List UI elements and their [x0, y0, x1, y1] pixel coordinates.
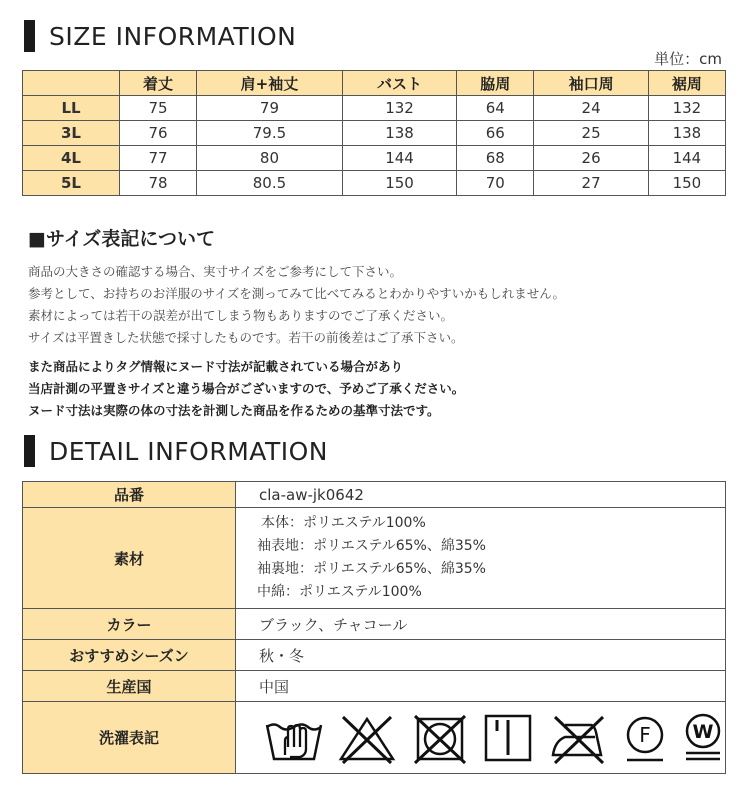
detail-row-material — [23, 508, 726, 609]
size-label: 4L — [23, 146, 120, 171]
size-notes-title: ■サイズ表記について — [28, 228, 216, 250]
material-line: 袖裏地：ポリエステル65%、綿35% — [257, 561, 486, 577]
col-header: 裾周 — [648, 71, 725, 96]
care-icons — [236, 702, 726, 774]
table-cell: 70 — [457, 171, 534, 196]
detail-row-color — [23, 609, 726, 640]
size-table-header — [23, 71, 726, 96]
no-tumble-dry-icon — [411, 711, 469, 765]
material-line: 本体：ポリエステル100% — [261, 515, 426, 531]
table-cell: 132 — [648, 96, 725, 121]
table-cell: 79 — [197, 96, 343, 121]
line-dry-icon — [483, 711, 533, 765]
care-letter-w: W — [692, 720, 714, 743]
table-cell: 79.5 — [197, 121, 343, 146]
size-table-corner — [23, 71, 120, 96]
table-row — [23, 146, 726, 171]
detail-table — [22, 481, 726, 774]
detail-label: 素材 — [23, 508, 236, 609]
table-cell: 68 — [457, 146, 534, 171]
note-bold-line: ヌード寸法は実際の体の寸法を計測した商品を作るための基準寸法です。 — [28, 403, 440, 418]
size-label: 5L — [23, 171, 120, 196]
size-info-heading — [24, 19, 296, 53]
detail-label: おすすめシーズン — [23, 640, 236, 671]
table-cell: 138 — [342, 121, 456, 146]
note-line: サイズは平置きした状態で採寸したものです。若干の前後差はご了承下さい。 — [28, 330, 464, 345]
table-cell: 150 — [648, 171, 725, 196]
color-value: ブラック、チャコール — [236, 609, 726, 640]
col-header: 着丈 — [120, 71, 197, 96]
material-line: 中綿：ポリエステル100% — [257, 584, 422, 600]
table-row — [23, 121, 726, 146]
heading-bar — [24, 435, 35, 467]
detail-row-product-no — [23, 482, 726, 508]
table-cell: 24 — [534, 96, 648, 121]
detail-info-title: DETAIL INFORMATION — [49, 436, 328, 466]
table-cell: 132 — [342, 96, 456, 121]
detail-label: 品番 — [23, 482, 236, 508]
origin-value: 中国 — [236, 671, 726, 702]
note-bold-line: 当店計測の平置きサイズと違う場合がございますので、予めご了承ください。 — [28, 381, 465, 396]
detail-label: カラー — [23, 609, 236, 640]
table-cell: 144 — [342, 146, 456, 171]
detail-row-origin — [23, 671, 726, 702]
size-info-title: SIZE INFORMATION — [49, 21, 297, 51]
table-cell: 138 — [648, 121, 725, 146]
col-header: バスト — [342, 71, 456, 96]
no-iron-icon — [547, 711, 609, 765]
table-cell: 27 — [534, 171, 648, 196]
table-row — [23, 171, 726, 196]
no-bleach-icon — [337, 711, 397, 765]
table-cell: 144 — [648, 146, 725, 171]
note-line: 参考として、お持ちのお洋服のサイズを測ってみて比べてみるとわかりやすいかもしれません。 — [28, 286, 566, 301]
detail-row-season — [23, 640, 726, 671]
detail-label: 生産国 — [23, 671, 236, 702]
size-notes-bold — [28, 356, 464, 422]
season-value: 秋・冬 — [236, 640, 726, 671]
table-row — [23, 96, 726, 121]
professional-wet-clean-w-icon — [681, 711, 725, 765]
hand-wash-icon — [265, 711, 323, 765]
col-header: 脇周 — [457, 71, 534, 96]
note-line: 素材によっては若干の誤差が出てしまう物もありますのでご了承ください。 — [28, 308, 454, 323]
table-cell: 78 — [120, 171, 197, 196]
table-cell: 77 — [120, 146, 197, 171]
size-notes — [28, 261, 565, 349]
detail-label: 洗濯表記 — [23, 702, 236, 774]
note-line: 商品の大きさの確認する場合、実寸サイズをご参考にして下さい。 — [28, 264, 403, 279]
detail-info-heading — [24, 434, 328, 468]
product-no-value: cla-aw-jk0642 — [236, 482, 726, 508]
col-header: 袖口周 — [534, 71, 648, 96]
table-cell: 64 — [457, 96, 534, 121]
unit-label: 単位：cm — [654, 50, 722, 68]
col-header: 肩+袖丈 — [197, 71, 343, 96]
note-bold-line: また商品によりタグ情報にヌード寸法が記載されている場合があり — [28, 359, 404, 374]
size-label: 3L — [23, 121, 120, 146]
material-line: 袖表地：ポリエステル65%、綿35% — [257, 538, 486, 554]
table-cell: 66 — [457, 121, 534, 146]
table-cell: 25 — [534, 121, 648, 146]
detail-row-care — [23, 702, 726, 774]
material-values — [236, 508, 726, 609]
professional-dry-clean-f-icon — [623, 711, 667, 765]
table-cell: 75 — [120, 96, 197, 121]
table-cell: 76 — [120, 121, 197, 146]
size-label: LL — [23, 96, 120, 121]
care-letter-f: F — [639, 722, 651, 747]
table-cell: 26 — [534, 146, 648, 171]
heading-bar — [24, 20, 35, 52]
size-table — [22, 70, 726, 196]
table-cell: 80 — [197, 146, 343, 171]
table-cell: 150 — [342, 171, 456, 196]
table-cell: 80.5 — [197, 171, 343, 196]
